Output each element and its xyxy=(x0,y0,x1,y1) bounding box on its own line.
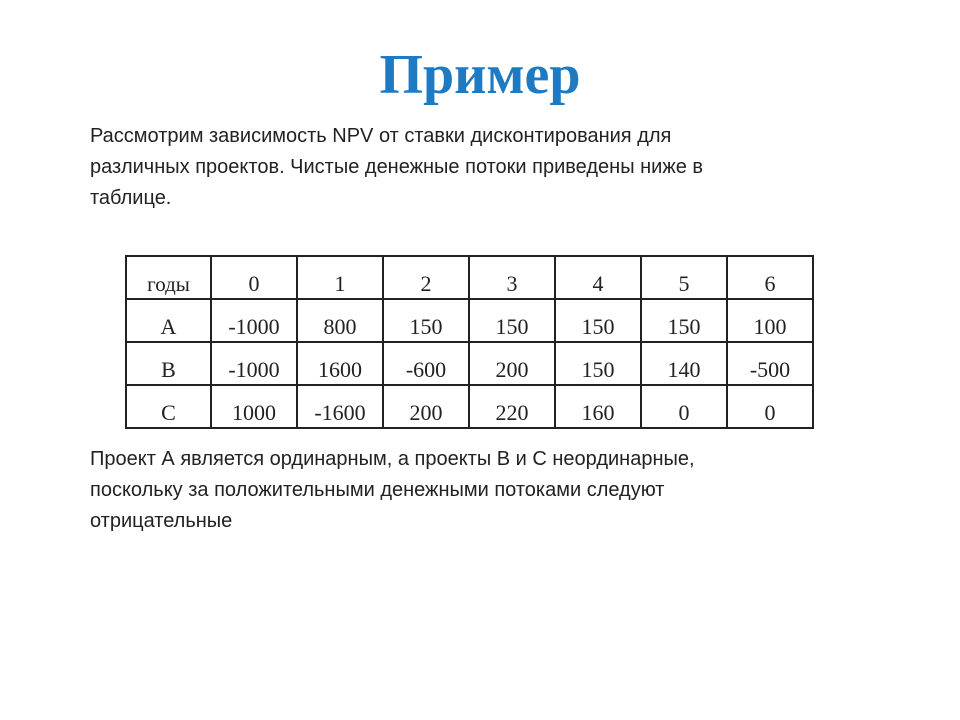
conclusion-line: отрицательные xyxy=(90,510,233,532)
table-cell: 800 xyxy=(297,299,383,342)
table-cell: -1000 xyxy=(211,299,297,342)
table-header-cell: 0 xyxy=(211,256,297,299)
table-cell: 1000 xyxy=(211,385,297,428)
conclusion-line: Проект А является ординарным, а проекты В и С неординарные, xyxy=(90,448,695,470)
table-cell: -500 xyxy=(727,342,813,385)
table-cell: 0 xyxy=(641,385,727,428)
table-cell: 150 xyxy=(641,299,727,342)
intro-paragraph xyxy=(90,121,890,214)
table-header-cell: 2 xyxy=(383,256,469,299)
table-cell: -1600 xyxy=(297,385,383,428)
table-cell: -1000 xyxy=(211,342,297,385)
table-header-row xyxy=(126,256,813,299)
table-header-cell: 4 xyxy=(555,256,641,299)
table-cell: 200 xyxy=(383,385,469,428)
table-cell: 150 xyxy=(555,342,641,385)
table-header-cell: 5 xyxy=(641,256,727,299)
table-cell: 0 xyxy=(727,385,813,428)
table-header-cell: 6 xyxy=(727,256,813,299)
intro-line: различных проектов. Чистые денежные потоки приведены ниже в xyxy=(90,156,704,178)
table-header-cell: 3 xyxy=(469,256,555,299)
table-cell: 220 xyxy=(469,385,555,428)
table-cell: -600 xyxy=(383,342,469,385)
table-cell: 200 xyxy=(469,342,555,385)
table-cell: 140 xyxy=(641,342,727,385)
table-row xyxy=(126,342,813,385)
table-cell: А xyxy=(126,299,211,342)
table-cell: 150 xyxy=(469,299,555,342)
cash-flow-table xyxy=(125,255,814,429)
conclusion-paragraph xyxy=(90,444,890,537)
table-cell: 150 xyxy=(383,299,469,342)
conclusion-line: поскольку за положительными денежными потоками следуют xyxy=(90,479,665,501)
table-cell: В xyxy=(126,342,211,385)
slide-title: Пример xyxy=(379,44,581,106)
table-cell: 1600 xyxy=(297,342,383,385)
table-cell: С xyxy=(126,385,211,428)
table-cell: 150 xyxy=(555,299,641,342)
intro-line: таблице. xyxy=(90,187,172,209)
table-header-cell: годы xyxy=(126,256,211,299)
table-cell: 160 xyxy=(555,385,641,428)
table-header-cell: 1 xyxy=(297,256,383,299)
table-cell: 100 xyxy=(727,299,813,342)
intro-line: Рассмотрим зависимость NPV от ставки дисконтирования для xyxy=(90,125,672,147)
table-row xyxy=(126,299,813,342)
table-row xyxy=(126,385,813,428)
